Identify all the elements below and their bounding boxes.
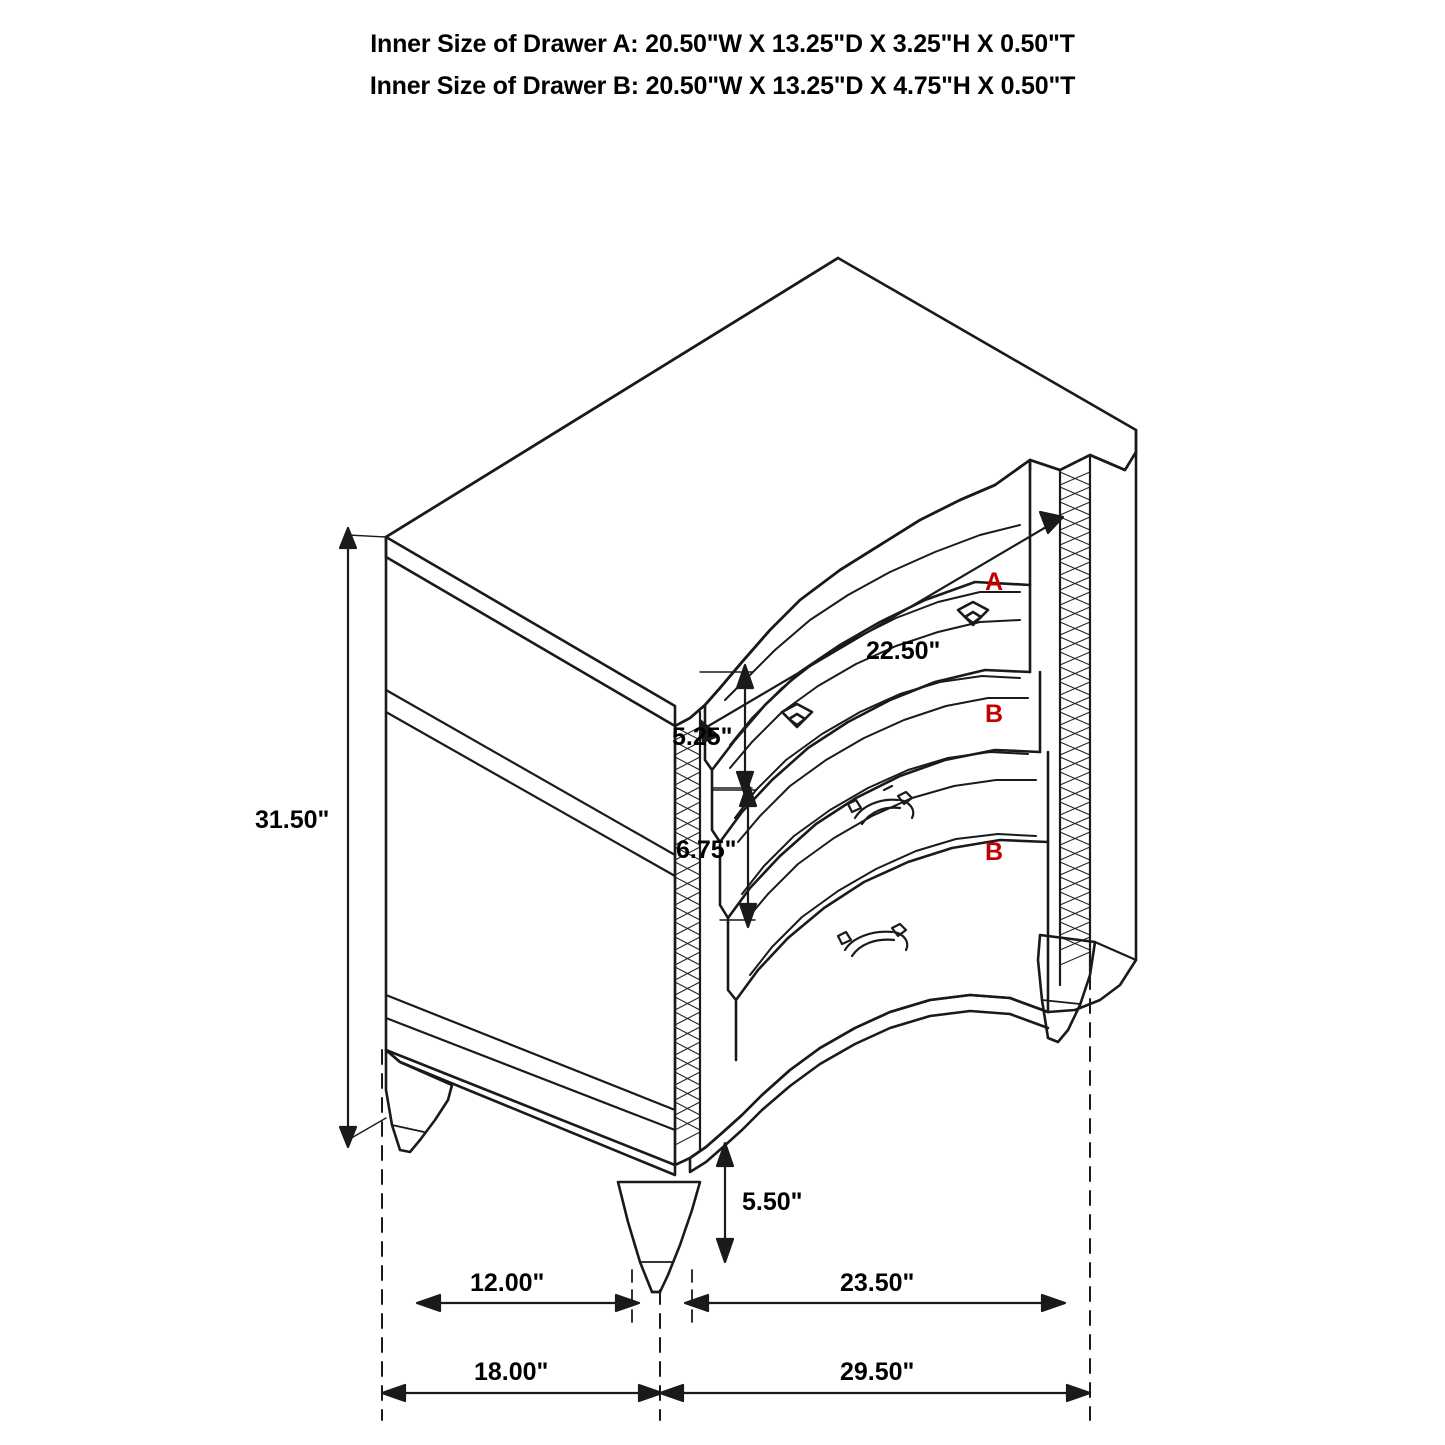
drawer-b-upper-knob xyxy=(782,704,812,727)
dim-leg-height xyxy=(717,1143,733,1262)
drawer-b-lower-bail-pull xyxy=(848,786,913,824)
dim-label-width-overall: 29.50" xyxy=(840,1358,915,1386)
legs xyxy=(386,935,1136,1292)
dim-drawer-width xyxy=(700,512,1063,742)
bottom-apron xyxy=(675,842,1048,1172)
dim-depth-overall xyxy=(382,1385,662,1401)
dim-label-depth-side: 12.00" xyxy=(470,1269,545,1297)
drawer-label-a: A xyxy=(985,568,1004,596)
drawer-b-inner-size-text: Inner Size of Drawer B: 20.50"W X 13.25"D X 4.75"H X 0.50"T xyxy=(369,72,1076,100)
dim-label-width-front: 23.50" xyxy=(840,1269,915,1297)
dim-label-depth-overall: 18.00" xyxy=(474,1358,549,1386)
left-pilaster-trim xyxy=(675,712,700,1165)
dim-width-overall xyxy=(660,1385,1090,1401)
dim-label-drawer-b-height: 6.75" xyxy=(676,836,737,864)
drawer-label-b-lower: B xyxy=(985,838,1004,866)
cabinet-top xyxy=(386,258,1136,726)
dimension-lines xyxy=(340,512,1090,1420)
drawer-a xyxy=(705,460,1030,770)
drawer-label-b-upper: B xyxy=(985,700,1004,728)
dim-label-overall-height: 31.50" xyxy=(255,806,330,834)
drawer-bottom-bail-pull xyxy=(838,924,907,956)
dim-label-drawer-front-width: 22.50" xyxy=(866,637,941,665)
drawer-a-inner-size-text: Inner Size of Drawer A: 20.50"W X 13.25"D X 3.25"H X 0.50"T xyxy=(370,30,1075,58)
cabinet-left-side xyxy=(386,557,675,1175)
dim-overall-height xyxy=(340,528,386,1147)
dim-label-drawer-a-height: 5.25" xyxy=(672,723,733,751)
dim-label-leg-height: 5.50" xyxy=(742,1188,803,1216)
